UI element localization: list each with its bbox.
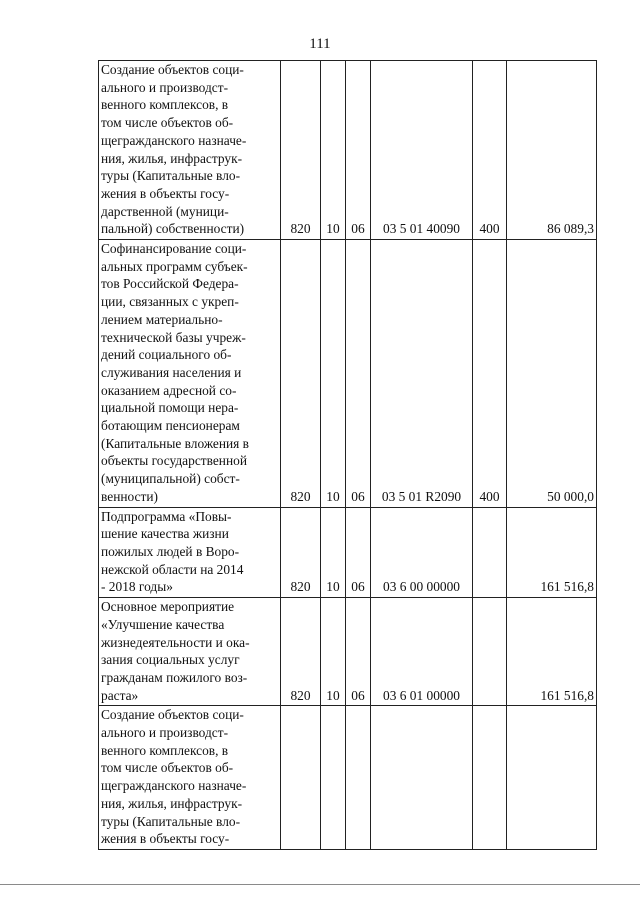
item-name-line: (Капитальные вложения в bbox=[101, 435, 250, 451]
table-row bbox=[99, 240, 597, 508]
expense-type-cell bbox=[473, 507, 507, 598]
item-name-line: тов Российской Федера- bbox=[101, 276, 239, 292]
item-name-line: том числе объектов об- bbox=[101, 760, 234, 776]
item-name-line: дений социального об- bbox=[101, 347, 232, 363]
item-name-line: жения в объекты госу- bbox=[101, 831, 230, 847]
expense-type-cell bbox=[473, 706, 507, 850]
item-name-line: шение качества жизни bbox=[101, 526, 229, 542]
amount-cell: 161 516,8 bbox=[507, 598, 597, 706]
item-name-line: объекты государственной bbox=[101, 453, 248, 469]
item-name-line: Подпрограмма «Повы- bbox=[101, 508, 232, 524]
item-name-line: раста» bbox=[101, 687, 139, 703]
item-name-line: технической базы учреж- bbox=[101, 329, 246, 345]
budget-table bbox=[98, 60, 597, 850]
amount-cell: 86 089,3 bbox=[507, 61, 597, 240]
target-article-cell: 03 6 00 00000 bbox=[371, 507, 473, 598]
item-name-line: венности) bbox=[101, 488, 158, 504]
page-bottom-rule bbox=[0, 884, 640, 885]
item-name-line: ального и производст- bbox=[101, 725, 229, 741]
section-code-cell: 10 bbox=[321, 61, 346, 240]
item-name-line: циальной помощи нера- bbox=[101, 400, 239, 416]
item-name-line: щегражданского назначе- bbox=[101, 132, 247, 148]
item-name-line: альных программ субъек- bbox=[101, 258, 248, 274]
target-article-cell bbox=[371, 706, 473, 850]
item-name-line: Создание объектов соци- bbox=[101, 707, 244, 723]
item-name-line: пальной) собственности) bbox=[101, 221, 245, 237]
target-article-cell: 03 6 01 00000 bbox=[371, 598, 473, 706]
item-name-line: дарственной (муници- bbox=[101, 203, 229, 219]
table-row bbox=[99, 507, 597, 598]
section-code-cell: 10 bbox=[321, 507, 346, 598]
expense-type-cell: 400 bbox=[473, 240, 507, 508]
item-name-cell bbox=[99, 507, 281, 598]
item-name-line: зания социальных услуг bbox=[101, 652, 240, 668]
item-name-line: «Улучшение качества bbox=[101, 616, 225, 632]
item-name-line: гражданам пожилого воз- bbox=[101, 669, 248, 685]
item-name-line: Софинансирование соци- bbox=[101, 241, 247, 257]
item-name-cell bbox=[99, 61, 281, 240]
item-name-line: пожилых людей в Воро- bbox=[101, 543, 240, 559]
item-name-line: ции, связанных с укреп- bbox=[101, 294, 239, 310]
item-name-line: ния, жилья, инфраструк- bbox=[101, 150, 243, 166]
item-name-line: жизнедеятельности и ока- bbox=[101, 634, 250, 650]
subsection-code-cell: 06 bbox=[346, 598, 371, 706]
item-name-line: венного комплексов, в bbox=[101, 742, 229, 758]
section-code-cell bbox=[321, 706, 346, 850]
page-number: 111 bbox=[309, 36, 331, 52]
section-code-cell: 10 bbox=[321, 598, 346, 706]
amount-cell: 50 000,0 bbox=[507, 240, 597, 508]
subsection-code-cell bbox=[346, 706, 371, 850]
item-name-line: оказанием адресной со- bbox=[101, 382, 237, 398]
item-name-cell bbox=[99, 706, 281, 850]
item-name-line: Создание объектов соци- bbox=[101, 62, 244, 77]
grbs-code-cell: 820 bbox=[281, 61, 321, 240]
item-name-line: венного комплексов, в bbox=[101, 97, 229, 113]
table-row bbox=[99, 598, 597, 706]
subsection-code-cell: 06 bbox=[346, 507, 371, 598]
grbs-code-cell: 820 bbox=[281, 598, 321, 706]
table-body bbox=[99, 61, 597, 850]
amount-cell: 161 516,8 bbox=[507, 507, 597, 598]
item-name-line: том числе объектов об- bbox=[101, 115, 234, 131]
expense-type-cell bbox=[473, 598, 507, 706]
grbs-code-cell bbox=[281, 706, 321, 850]
target-article-cell: 03 5 01 R2090 bbox=[371, 240, 473, 508]
item-name-line: туры (Капитальные вло- bbox=[101, 168, 241, 184]
expense-type-cell: 400 bbox=[473, 61, 507, 240]
item-name-line: лением материально- bbox=[101, 311, 223, 327]
table-row bbox=[99, 706, 597, 850]
item-name-line: нежской области на 2014 bbox=[101, 561, 244, 577]
item-name-line: ального и производст- bbox=[101, 79, 229, 95]
target-article-cell: 03 5 01 40090 bbox=[371, 61, 473, 240]
item-name-line: ботающим пенсионерам bbox=[101, 418, 240, 434]
subsection-code-cell: 06 bbox=[346, 61, 371, 240]
item-name-line: ния, жилья, инфраструк- bbox=[101, 795, 243, 811]
amount-cell bbox=[507, 706, 597, 850]
item-name-line: туры (Капитальные вло- bbox=[101, 813, 241, 829]
section-code-cell: 10 bbox=[321, 240, 346, 508]
item-name-line: - 2018 годы» bbox=[101, 579, 173, 595]
item-name-line: служивания населения и bbox=[101, 364, 242, 380]
item-name-line: жения в объекты госу- bbox=[101, 185, 230, 201]
grbs-code-cell: 820 bbox=[281, 507, 321, 598]
subsection-code-cell: 06 bbox=[346, 240, 371, 508]
grbs-code-cell: 820 bbox=[281, 240, 321, 508]
table-row bbox=[99, 61, 597, 240]
item-name-cell bbox=[99, 598, 281, 706]
item-name-line: (муниципальной) собст- bbox=[101, 471, 240, 487]
item-name-cell bbox=[99, 240, 281, 508]
item-name-line: Основное мероприятие bbox=[101, 599, 235, 615]
item-name-line: щегражданского назначе- bbox=[101, 778, 247, 794]
